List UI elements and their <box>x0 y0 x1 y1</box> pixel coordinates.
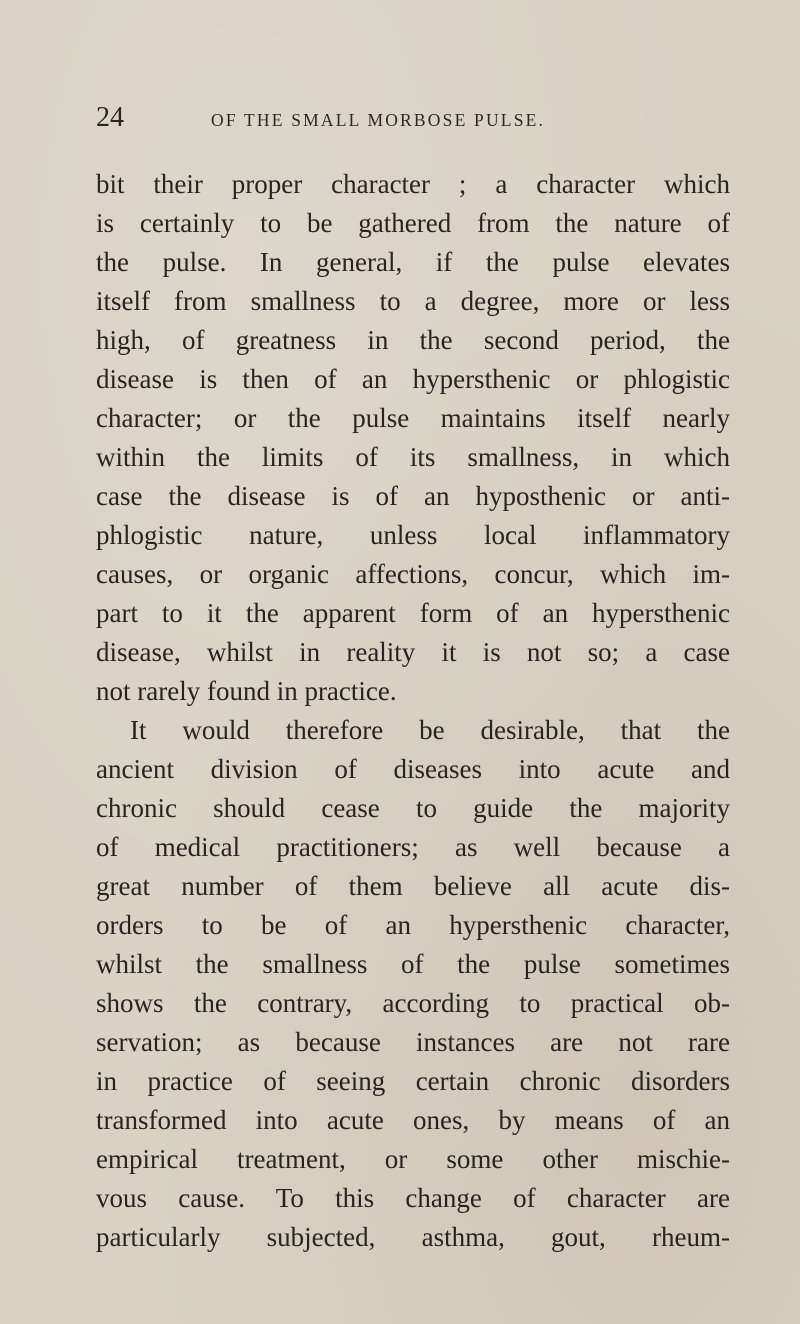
text-line: is certainly to be gathered from the nature of <box>96 208 730 238</box>
text-line: case the disease is of an hyposthenic or anti- <box>96 481 730 511</box>
text-line: disease is then of an hypersthenic or phlogistic <box>96 364 730 394</box>
paragraph-last-line: not rarely found in practice. <box>96 676 397 706</box>
text-line: of medical practitioners; as well because a <box>96 832 730 862</box>
body-text <box>96 165 730 1257</box>
text-line: transformed into acute ones, by means of an <box>96 1105 730 1135</box>
running-title: OF THE SMALL MORBOSE PULSE. <box>211 110 546 130</box>
page-number: 24 <box>96 102 124 133</box>
text-line: empirical treatment, or some other mischie- <box>96 1144 730 1174</box>
text-line: within the limits of its smallness, in which <box>96 442 730 472</box>
text-line: shows the contrary, according to practical ob- <box>96 988 730 1018</box>
text-line: in practice of seeing certain chronic disorders <box>96 1066 730 1096</box>
text-line: part to it the apparent form of an hypersthenic <box>96 598 730 628</box>
text-line: chronic should cease to guide the majority <box>96 793 730 823</box>
running-head <box>96 100 736 136</box>
text-line: ancient division of diseases into acute and <box>96 754 730 784</box>
text-line: causes, or organic affections, concur, which im- <box>96 559 730 589</box>
text-line: great number of them believe all acute dis- <box>96 871 730 901</box>
text-line: orders to be of an hypersthenic character, <box>96 910 730 940</box>
paragraph-first-line: It would therefore be desirable, that the <box>130 715 730 745</box>
text-line: disease, whilst in reality it is not so; a case <box>96 637 730 667</box>
text-line: the pulse. In general, if the pulse elevates <box>96 247 730 277</box>
text-line: whilst the smallness of the pulse sometimes <box>96 949 730 979</box>
text-line: servation; as because instances are not rare <box>96 1027 730 1057</box>
text-line: itself from smallness to a degree, more or less <box>96 286 730 316</box>
text-line: high, of greatness in the second period, the <box>96 325 730 355</box>
text-line: character; or the pulse maintains itself nearly <box>96 403 730 433</box>
text-line: vous cause. To this change of character are <box>96 1183 730 1213</box>
text-line: bit their proper character ; a character which <box>96 169 730 199</box>
text-line: phlogistic nature, unless local inflammatory <box>96 520 730 550</box>
text-line: particularly subjected, asthma, gout, rheum- <box>96 1222 730 1252</box>
